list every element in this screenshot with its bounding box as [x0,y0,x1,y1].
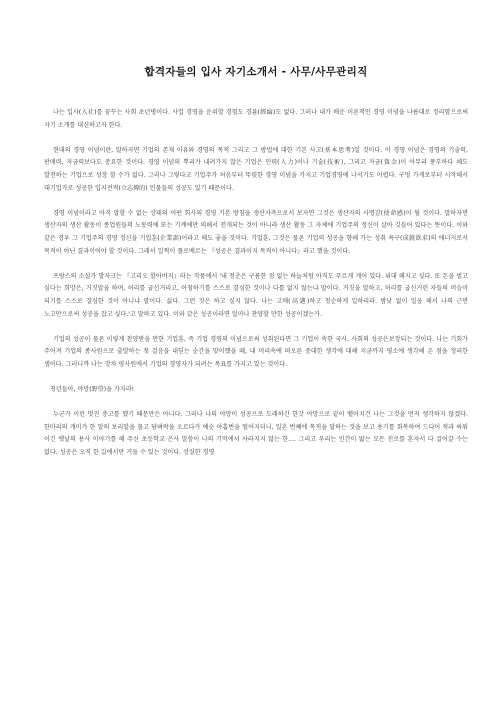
paragraph-goal: 기업의 성공이 물론 이렇게 찬양받을 만한 기업훈, 즉 기업 경영의 이념으로써 성취된다면 그 기업이 속한 국사, 사회의 성공은보장되는 것이다. 나는 기회가 주어져 기업의 종사원으로 출발하는 첫 걸음을 내딛는 순간을 맞이했을 때, 내 머리속에 떠오른 중대한 생각에 대해 지금까지 평소에 생각해 온 점을 정리한 셈이다. 그러니까 나는 장차 평사원에서 기업의 경영자가 되려는 목표를 가지고 있는 것이다. [44,335,468,368]
paragraph-management-ideology: 현대의 경영 이념이란, 말하자면 기업의 존재 이유와 경영의 목적 그리고 그 방법에 대한 기본 사고(基本思考)일 것이다. 이 경영 이념은 경영의 기술력, 판매력, 자금력보다도 중요한 것이다. 경영 이념의 뿌리가 내려가지 않은 기업은 인력(人力)이나 기술(技術), 그리고 자금(資金)이 아무리 풍부하다 해도 발전하는 기업으로 성장 할 수가 없다. 그러나 그렇다고 기업주가 처음부터 뚜렷한 경영 이념을 가지고 기업경영에 나서기도 어렵다. 구멍 가게로부터 시작해서 대기업가로 성공한 입지전적(立志傳的) 인물들의 성공도 있기 때문이다. [44,146,468,192]
paragraph-ambition: 청년들아, 야망(野望)을 가지라! [50,386,135,394]
paragraph-balzac-quote: 프랑스의 소설가 발자크는 『고리오 할아버지』라는 작품에서 '내 청춘은 구름한 점 없는 하늘처럼 아직도 푸르게 개어 있다. 위대 해지고 싶다. 또 돈을 벌고 싶다는 희망은, 거짓말을 하며, 허리를 굽신거리고, 아첨하기를 스스로 결심한 것이나 다를 없지 않는냐 말이다. 거짓을 말하고, 허리를 굽신거린 자들의 머슴이 되기를 스스로 결심한 것이 아니냐 말이다. 싫다. 그런 짓은 하고 싶지 않다. 나는 고매(高邁)하고 청순하게 일하리라. 밤낮 없이 일을 해서 나의 근면 노고만으로써 성공을 잡고 싶다.'고 말하고 있다. 이와 같은 성공이라면 얼마나 찬양할 만한 성공이겠는가. [44,272,468,318]
paragraph-closing: 누군가 이런 멋진 충고를 했기 때문만은 아니다. 그러나 나의 야망이 성공으로 도래하긴 한갓 야망으로 끝이 뱉어지건 나는 그것을 먼저 생각하지 않겠다. 한마리의 개미가 한 알의 보리알을 물고 담벼락을 오르다가 예순 아홉번을 떨어지더니, 일흔 번째에 목적을 달하는 것을 보고 용기를 회복하여 드디어 적과 싸워 이긴 옛날의 용사 이야기를 해 주신 초등학교 은사 말씀이 나의 기억에서 사라지지 않는 한.... 그리고 우리는 인간이 밟는 모든 진로를 혼자서 다 걸어갈 수는 없다. 성공은 오직 한 길에서만 거둘 수 있는 것이다. 성실한 경영 [44,411,468,457]
document-title: 합격자들의 입사 자기소개서 - 사무/사무관리직 [144,66,368,78]
paragraph-mission: 경영 이념이라고 아직 말할 수 없는 상태의 어떤 회사의 경영 기본 방침을 생산자측으로서 보자면 그것은 생산자의 사명감(使命感)이 될 것이다. 말하자면 생산자의 생산 활동이 종업원들의 노동력에 또는 기계에만 의해서 전개되는 것이 아니라 생산 활동 그 자체에 기업주의 정신이 살아 깃들어 있다는 뜻이다. 이와 같은 경우 그 기업주의 경영 정신을 기업훈(企業訓)이라고 해도 좋을 것이다. 기업훈, 그것은 물론 기업의 성공을 향해 가는 성취 욕구(成就欲求)의 에너지로서 목적이 아닌 결과이어야 할 것이다. 그래서 일찍이 플로베르는 『성공은 결과이지 목적이 아니다』라고 했을 것이다. [44,209,468,255]
paragraph-intro: 나는 입사(入社)를 꿈꾸는 사회 초년병이다. 사업 경영을 운위할 경험도 경륜(經綸)도 없다. 그러나 내가 배운 이론적인 경영 이념을 나름대로 정리함으로써 자기 소개를 대신하고자 한다. [44,109,468,129]
